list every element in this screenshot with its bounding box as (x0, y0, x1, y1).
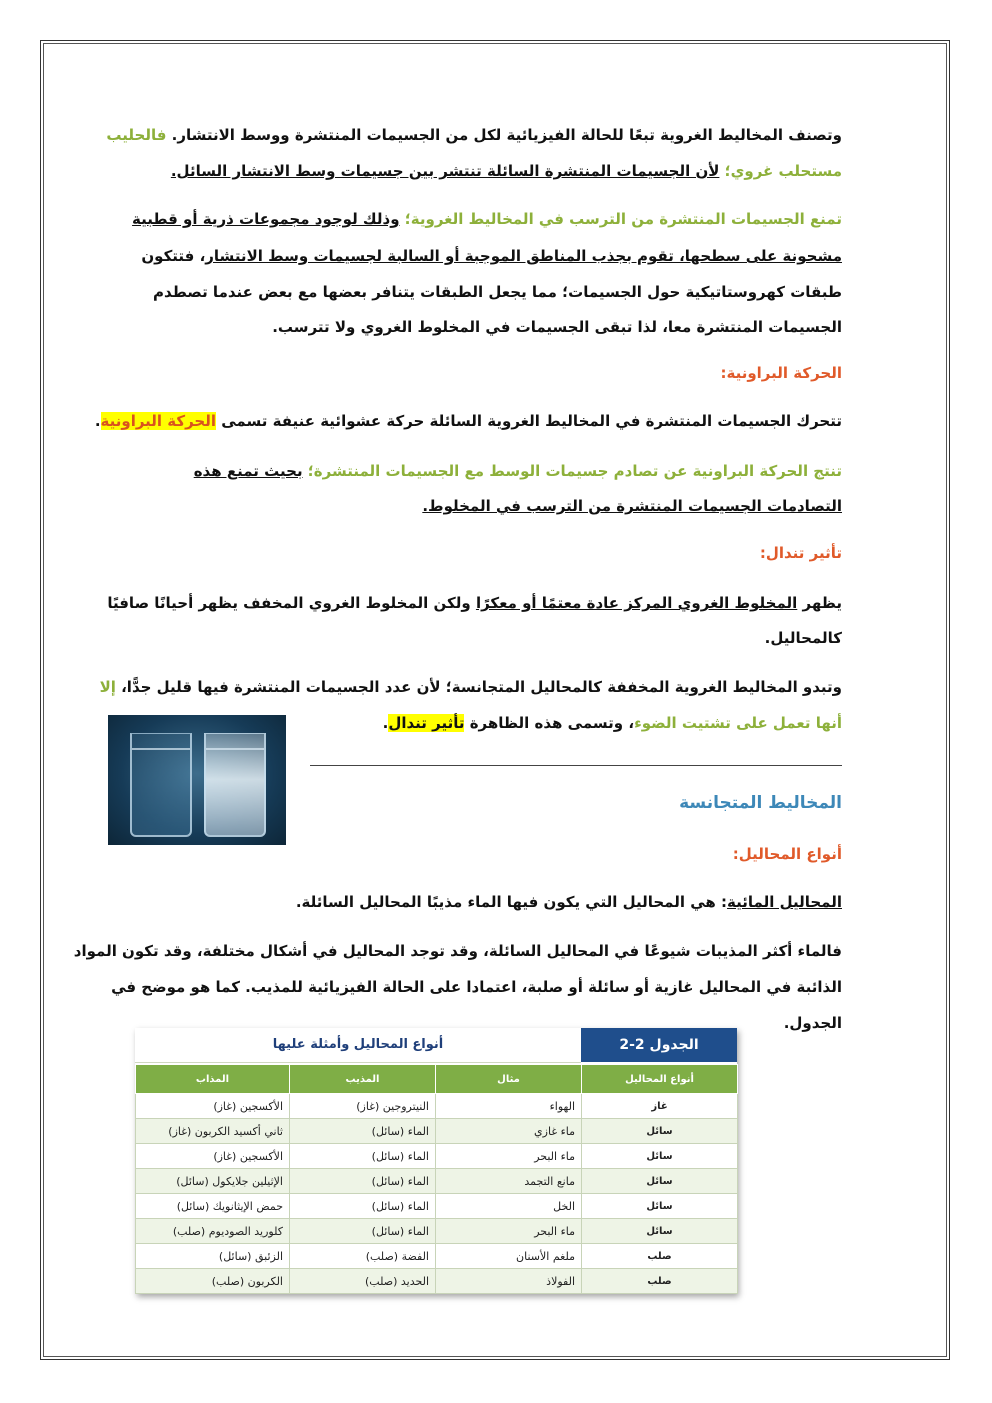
heading-tyndall-effect: تأثير تندال: (759, 544, 842, 562)
text-run: وتصنف المخاليط الغروية تبعًا للحالة الفيزيائية لكل من الجسيمات المنتشرة ووسط الانتشار. (166, 126, 842, 144)
text-run: ولكن المخلوط الغروي المخفف يظهر أحيانًا صافيًا (107, 594, 476, 612)
paragraph-line (132, 208, 842, 230)
text-run: . (382, 714, 389, 732)
text-run: وتبدو المخاليط الغروية المخففة كالمحاليل المتجانسة؛ لأن عدد الجسيمات المنتشرة فيها قليل جدًّا، (115, 678, 842, 696)
table-cell: سائل (582, 1219, 738, 1244)
paragraph-line: الذائبة في المحاليل غازية أو سائلة أو صلبة، اعتمادا على الحالة الفيزيائية للمذيب. كما هو موضح في (111, 978, 842, 996)
paragraph-line (106, 124, 842, 146)
paragraph-line (383, 712, 842, 734)
heading-brownian-motion: الحركة البراونية: (720, 364, 842, 382)
highlighted-term: تأثير تندال (388, 714, 465, 732)
table-cell: الفولاذ (436, 1269, 582, 1294)
table-header-row (136, 1065, 738, 1094)
table-cell: الماء (سائل) (290, 1144, 436, 1169)
paragraph-line (296, 891, 842, 913)
table-cell: ملغم الأسنان (436, 1244, 582, 1269)
table-row (136, 1094, 738, 1119)
table-cell: ماء غازي (436, 1119, 582, 1144)
heading-solution-types: أنواع المحاليل: (732, 845, 842, 863)
paragraph-line (194, 460, 842, 482)
paragraph-line: الجسيمات المنتشرة معا، لذا تبقى الجسيمات في المخلوط الغروي ولا تترسب. (272, 318, 842, 336)
paragraph-line (95, 410, 842, 432)
column-header: أنواع المحاليل (582, 1065, 738, 1094)
paragraph-line (171, 160, 842, 182)
table-title-bar (135, 1028, 737, 1062)
text-run: ، فتتكون (141, 247, 206, 265)
text-run: مشحونة على سطحها، تقوم بجذب المناطق الموجبة أو السالبة لجسيمات وسط الانتشار (205, 247, 842, 265)
paragraph-line: الجدول. (783, 1014, 842, 1032)
table-cell: كلوريد الصوديوم (صلب) (136, 1219, 290, 1244)
table-cell: ماء البحر (436, 1144, 582, 1169)
table-cell: ثاني أكسيد الكربون (غاز) (136, 1119, 290, 1144)
text-run: أنها تعمل على تشتيت الضوء (634, 714, 842, 732)
text-run: فالحليب (106, 126, 167, 144)
text-run: لأن الجسيمات المنتشرة السائلة تنتشر بين جسيمات وسط الانتشار السائل. (170, 162, 720, 180)
table-cell: النيتروجين (غاز) (290, 1094, 436, 1119)
text-run: المحاليل المائية (727, 893, 842, 911)
text-run: المخلوط الغروي المركز عادة معتمًا أو معكرًا (475, 594, 798, 612)
table-row (136, 1119, 738, 1144)
table-caption: أنواع المحاليل وأمثلة عليها (135, 1028, 581, 1063)
text-run: بحيث تمنع هذه (193, 462, 303, 480)
table-cell: الماء (سائل) (290, 1119, 436, 1144)
clear-beaker (130, 733, 192, 837)
table-cell: الماء (سائل) (290, 1169, 436, 1194)
table-row (136, 1144, 738, 1169)
table-cell: سائل (582, 1169, 738, 1194)
text-run: إلا (99, 678, 116, 696)
table-cell: سائل (582, 1194, 738, 1219)
text-run: تتحرك الجسيمات المنتشرة في المخاليط الغروية السائلة حركة عشوائية عنيفة تسمى (216, 412, 842, 430)
table-row (136, 1269, 738, 1294)
table-number: الجدول 2-2 (581, 1028, 737, 1062)
table-cell: الهواء (436, 1094, 582, 1119)
table-cell: الأكسجين (غاز) (136, 1144, 290, 1169)
cloudy-beaker (204, 733, 266, 837)
table-cell: الزئبق (سائل) (136, 1244, 290, 1269)
section-divider (310, 765, 842, 766)
table-cell: صلب (582, 1244, 738, 1269)
paragraph-line (107, 592, 842, 614)
paragraph-line: فالماء أكثر المذيبات شيوعًا في المحاليل السائلة، وقد توجد المحاليل في أشكال مختلفة، وقد تكون المواد (73, 942, 842, 960)
text-run: مستحلب غروي؛ (719, 162, 842, 180)
table-cell: ماء البحر (436, 1219, 582, 1244)
table-cell: صلب (582, 1269, 738, 1294)
table-cell: الكربون (صلب) (136, 1269, 290, 1294)
table-row (136, 1169, 738, 1194)
table-cell: الحديد (صلب) (290, 1269, 436, 1294)
table-cell: حمض الإيثانويك (سائل) (136, 1194, 290, 1219)
table-cell: سائل (582, 1144, 738, 1169)
text-run: تمنع الجسيمات المنتشرة من الترسب في المخاليط الغروية؛ (399, 210, 842, 228)
paragraph-line (100, 676, 842, 698)
paragraph-line: التصادمات الجسيمات المنتشرة من الترسب في المخلوط. (422, 497, 842, 515)
text-run: : هي المحاليل التي يكون فيها الماء مذيبًا المحاليل السائلة. (295, 893, 728, 911)
text-run: وذلك لوجود مجموعات ذرية أو قطبية (132, 210, 400, 228)
table-cell: الفضة (صلب) (290, 1244, 436, 1269)
table-cell: الإثيلين جلايكول (سائل) (136, 1169, 290, 1194)
text-run: . (94, 412, 101, 430)
table-cell: الأكسجين (غاز) (136, 1094, 290, 1119)
table-cell: مانع التجمد (436, 1169, 582, 1194)
paragraph-line: طبقات كهروستاتيكية حول الجسيمات؛ مما يجعل الطبقات يتنافر بعضها مع بعض عندما تصطدم (153, 283, 842, 301)
solutions-data-table (135, 1064, 738, 1294)
table-cell: الماء (سائل) (290, 1219, 436, 1244)
column-header: مثال (436, 1065, 582, 1094)
column-header: المذيب (290, 1065, 436, 1094)
highlighted-term: الحركة البراونية (100, 412, 217, 430)
table-cell: الماء (سائل) (290, 1194, 436, 1219)
text-run: ، وتسمى هذه الظاهرة (464, 714, 635, 732)
table-row (136, 1244, 738, 1269)
text-run: تنتج الحركة البراونية عن تصادم جسيمات الوسط مع الجسيمات المنتشرة؛ (302, 462, 842, 480)
table-cell: غاز (582, 1094, 738, 1119)
table-row (136, 1219, 738, 1244)
solutions-table (135, 1028, 737, 1294)
table-row (136, 1194, 738, 1219)
text-run: يظهر (797, 594, 842, 612)
column-header: المذاب (136, 1065, 290, 1094)
paragraph-line (141, 245, 842, 267)
heading-homogeneous-mixtures: المخاليط المتجانسة (679, 793, 842, 813)
tyndall-beakers-photo (108, 715, 286, 845)
table-cell: الخل (436, 1194, 582, 1219)
table-cell: سائل (582, 1119, 738, 1144)
paragraph-line: كالمحاليل. (764, 629, 842, 647)
